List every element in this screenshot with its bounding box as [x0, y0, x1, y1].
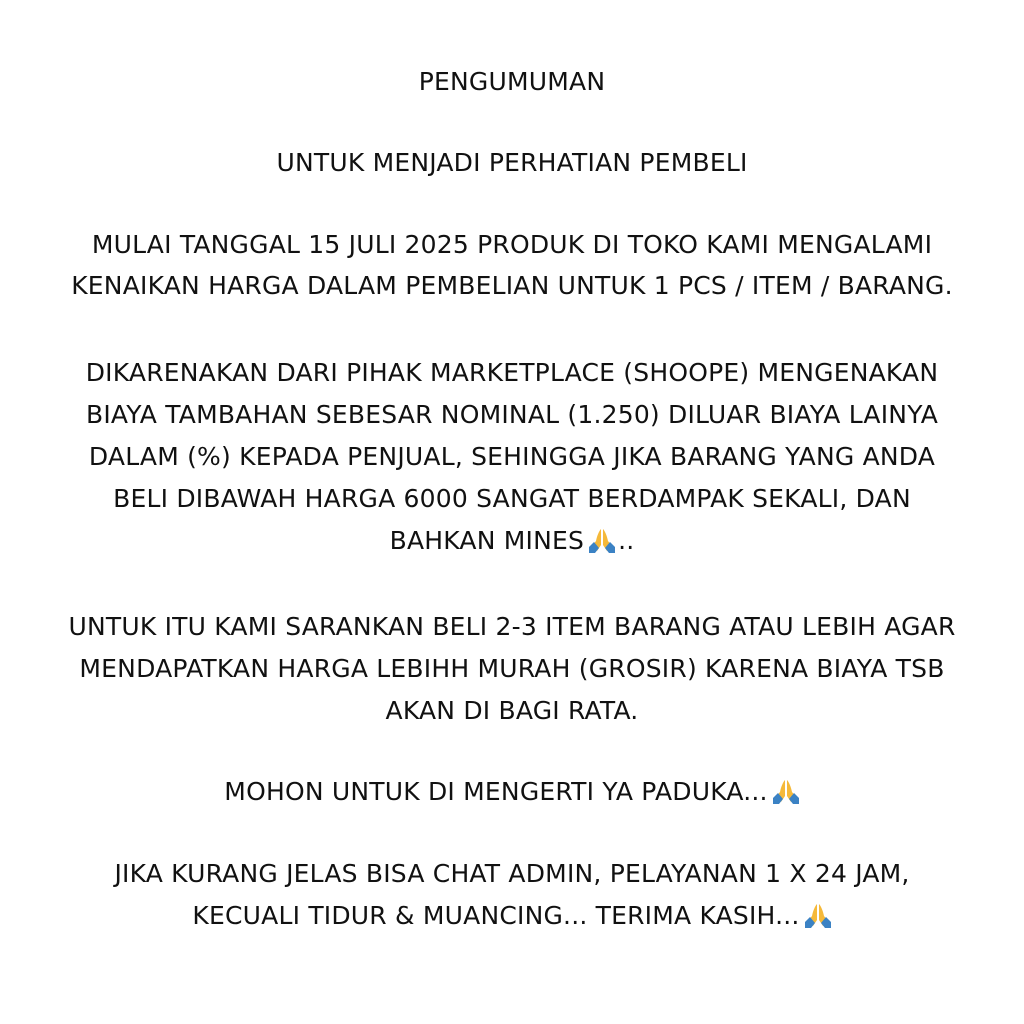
- paragraph-2-line-5: [0, 525, 1024, 557]
- paragraph-1-line-2: KENAIKAN HARGA DALAM PEMBELIAN UNTUK 1 PCS / ITEM / BARANG.: [71, 271, 953, 300]
- paragraph-3-line-3: AKAN DI BAGI RATA.: [385, 696, 639, 725]
- paragraph-5-line-2-text: KECUALI TIDUR & MUANCING... TERIMA KASIH...: [192, 901, 800, 930]
- paragraph-3-line-1: UNTUK ITU KAMI SARANKAN BELI 2-3 ITEM BARANG ATAU LEBIH AGAR: [68, 612, 956, 641]
- paragraph-2-line-1: DIKARENAKAN DARI PIHAK MARKETPLACE (SHOOPE) MENGENAKAN: [85, 358, 939, 387]
- paragraph-4: [0, 776, 1024, 808]
- paragraph-5-line-1: JIKA KURANG JELAS BISA CHAT ADMIN, PELAYANAN 1 X 24 JAM,: [114, 859, 910, 888]
- paragraph-2-line-3: DALAM (%) KEPADA PENJUAL, SEHINGGA JIKA BARANG YANG ANDA: [88, 442, 936, 471]
- paragraph-3-line-2: MENDAPATKAN HARGA LEBIHH MURAH (GROSIR) KARENA BIAYA TSB: [79, 654, 945, 683]
- paragraph-2-line-5-text: BAHKAN MINES: [389, 526, 585, 555]
- announcement-title: PENGUMUMAN: [418, 67, 606, 96]
- paragraph-4-text: MOHON UNTUK DI MENGERTI YA PADUKA...: [224, 777, 768, 806]
- folded-hands-icon: [772, 778, 800, 804]
- paragraph-2-line-4: BELI DIBAWAH HARGA 6000 SANGAT BERDAMPAK SEKALI, DAN: [113, 484, 911, 513]
- folded-hands-icon: [804, 902, 832, 928]
- paragraph-2-line-2: BIAYA TAMBAHAN SEBESAR NOMINAL (1.250) DILUAR BIAYA LAINYA: [85, 400, 939, 429]
- announcement-subtitle: UNTUK MENJADI PERHATIAN PEMBELI: [276, 148, 748, 177]
- paragraph-2-trail: ..: [618, 526, 635, 555]
- paragraph-5-line-2: [0, 900, 1024, 932]
- folded-hands-icon: [588, 527, 616, 553]
- paragraph-1-line-1: MULAI TANGGAL 15 JULI 2025 PRODUK DI TOKO KAMI MENGALAMI: [91, 230, 933, 259]
